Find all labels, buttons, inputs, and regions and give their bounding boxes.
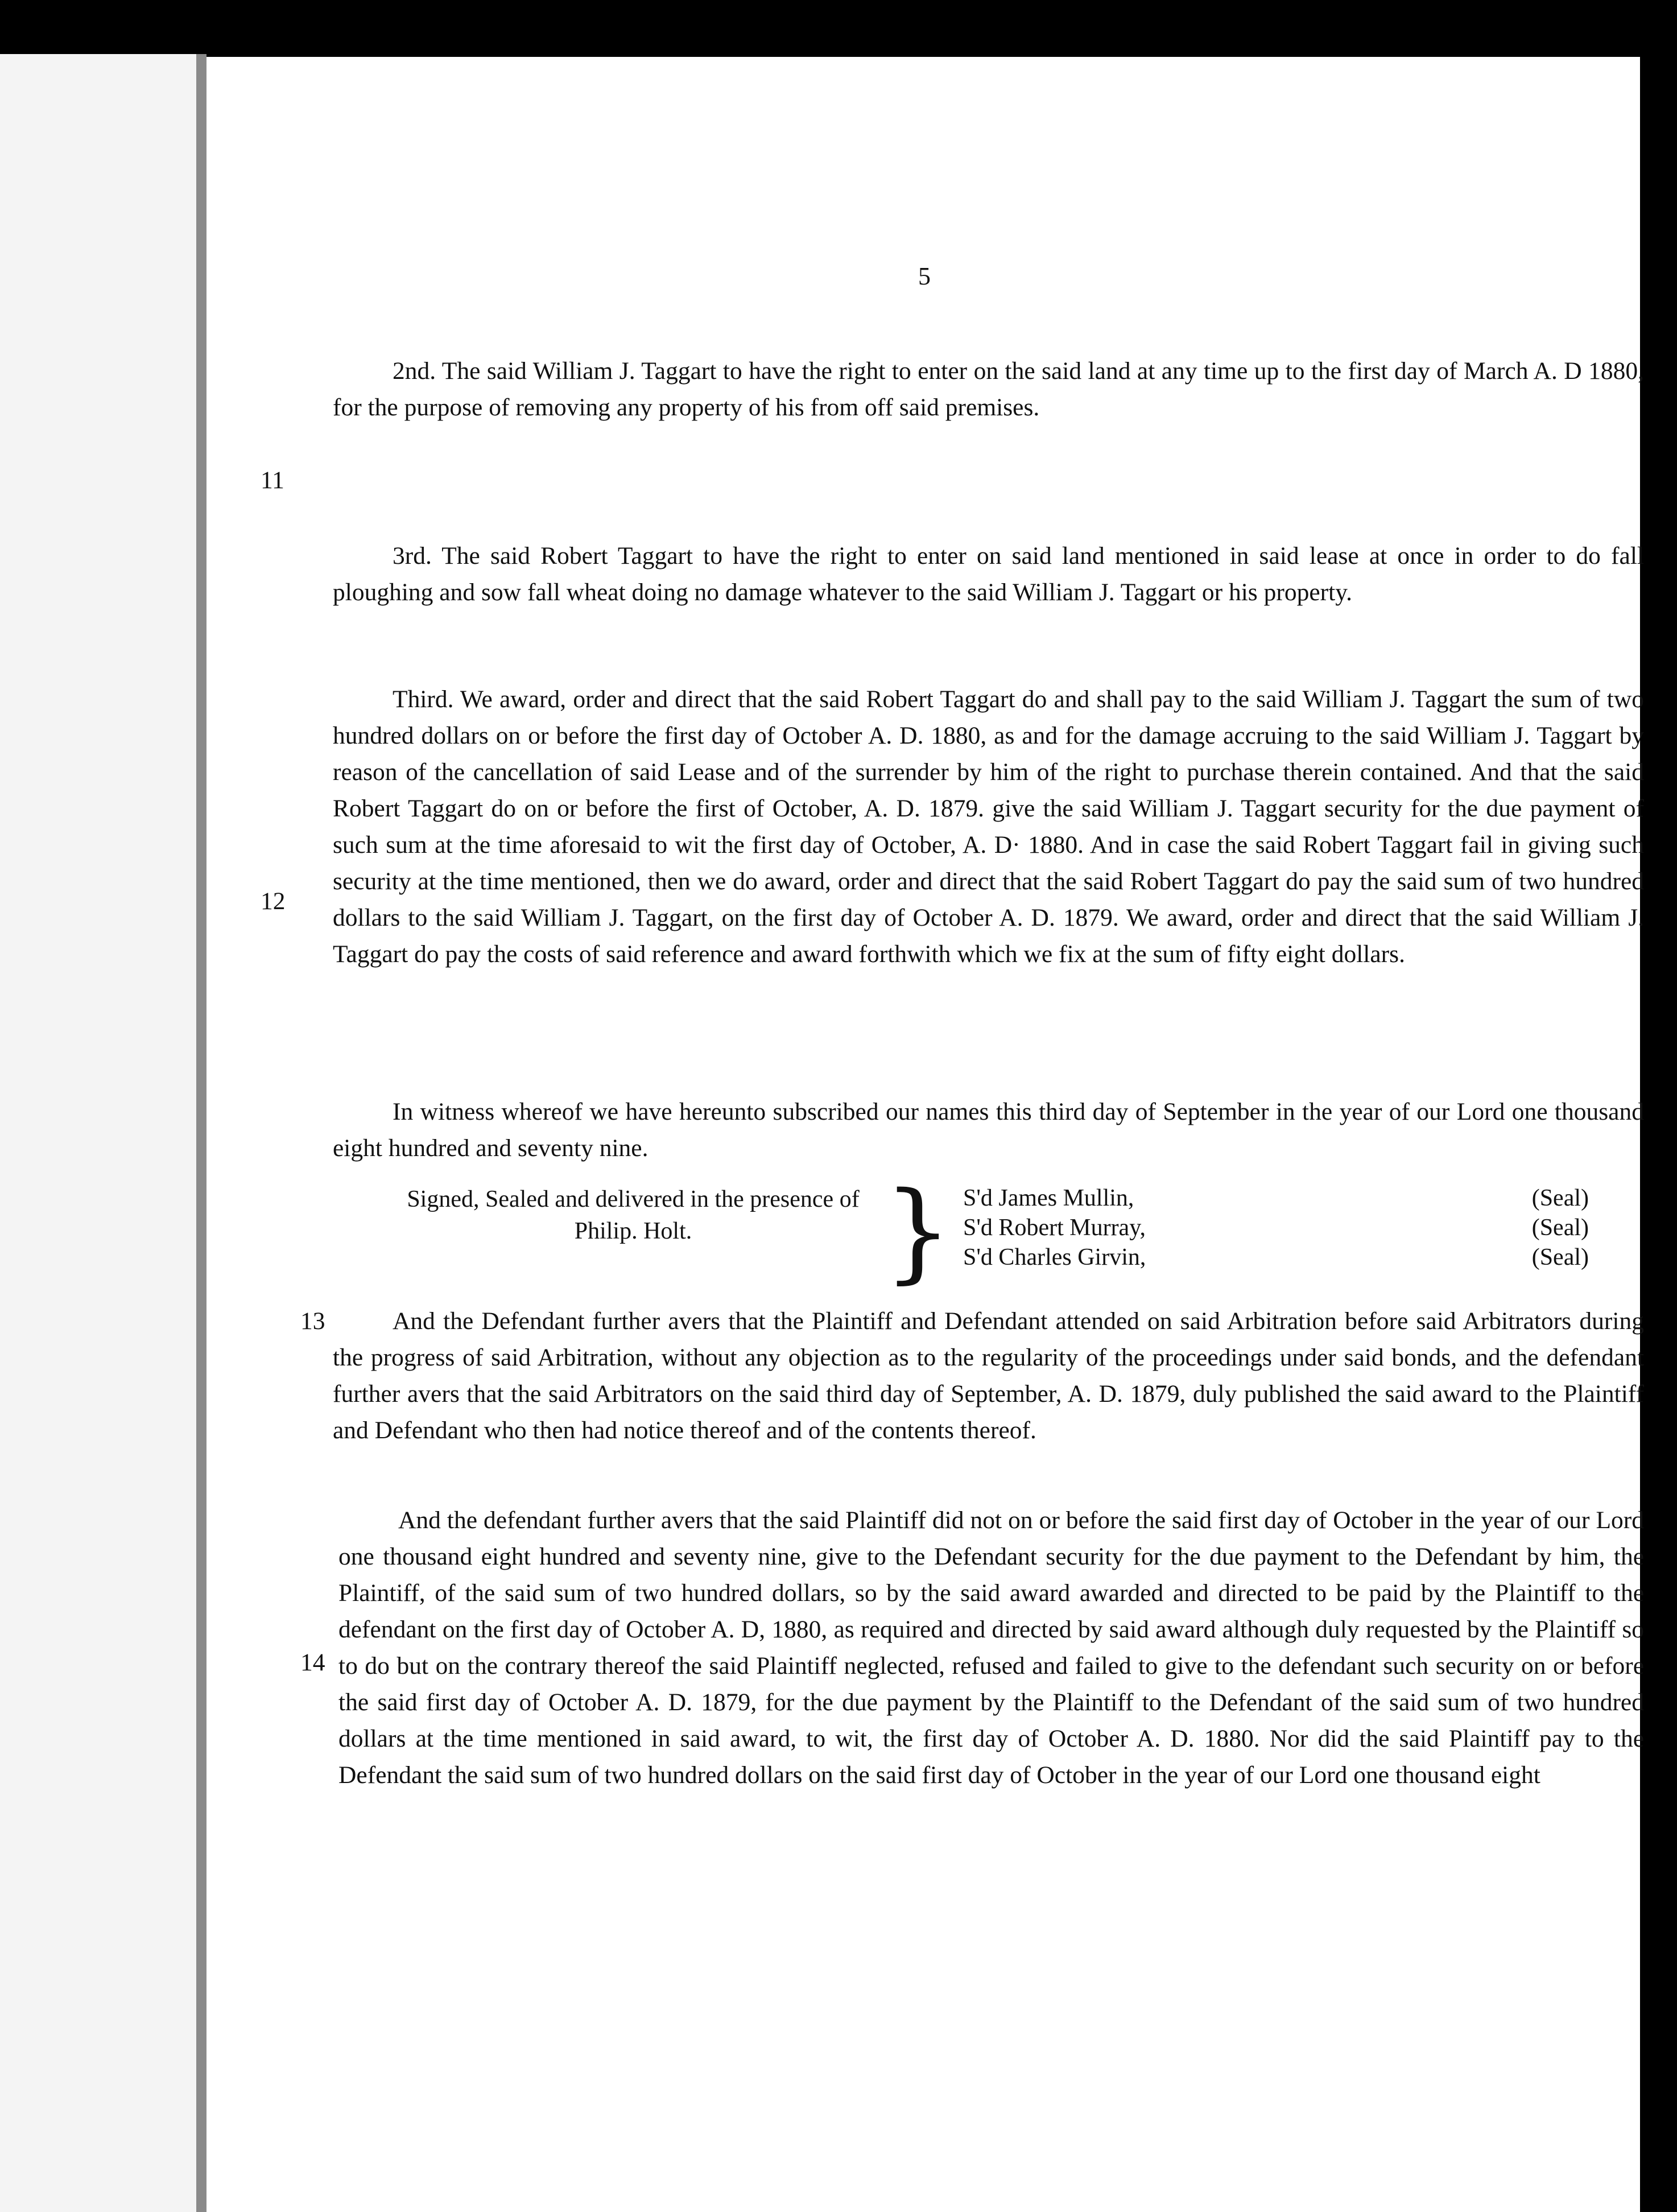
signer-name: S'd Robert Murray, (963, 1215, 1146, 1241)
margin-number-13: 13 (300, 1307, 325, 1335)
paragraph-third-clause: 3rd. The said Robert Taggart to have the right to enter on said land mentioned in said lease at once in order to do fall ploughing and sow fall wheat doing no damage whatever to the said William J. Taggart or his property. (333, 542, 1644, 606)
seal-mark: (Seal) (1531, 1185, 1589, 1211)
scan-border-right (1640, 57, 1677, 2212)
adjacent-page-strip (0, 54, 196, 2212)
signature-block (394, 1169, 1589, 1297)
signer-name: S'd Charles Girvin, (963, 1244, 1146, 1270)
paragraph-third-award: Third. We award, order and direct that the said Robert Taggart do and shall pay to the said William J. Taggart the sum of two hundred dollars on or before the first day of October A. D. 1880, as and for the damage accruing to the said William J. Taggart by reason of the cancellation of said Lease and of the surrender by him of the right to purchase therein contained. And that the said Robert Taggart do on or before the first of October, A. D. 1879. give the said William J. Taggart security for the due payment of such sum at the time aforesaid to wit the first day of October, A. D· 1880. And in case the said Robert Taggart fail in giving such security at the time mentioned, then we do award, order and direct that the said Robert Taggart do pay the said sum of two hundred dollars to the said William J. Taggart, on the first day of October A. D. 1879. We award, order and direct that the said William J. Taggart do pay the costs of said reference and award forthwith which we fix at the sum of fifty eight dollars. (333, 686, 1644, 968)
paragraph-second: 2nd. The said William J. Taggart to have the right to enter on the said land at any time up to the first day of March A. D 1880, for the purpose of removing any property of his from off said premises. (333, 357, 1644, 421)
brace-glyph: } (883, 1169, 952, 1294)
page-number: 5 (918, 262, 931, 290)
margin-number-11: 11 (261, 467, 284, 494)
signer-row (963, 1183, 1589, 1213)
margin-number-14: 14 (300, 1649, 325, 1676)
signer-name: S'd James Mullin, (963, 1185, 1134, 1211)
margin-number-12: 12 (261, 888, 286, 915)
attestation-text: Signed, Sealed and delivered in the presence of Philip. Holt. (407, 1186, 860, 1244)
document-page (206, 57, 1644, 2212)
paragraph-averment-13: And the Defendant further avers that the Plaintiff and Defendant attended on said Arbitration before said Arbitrators during the progress of said Arbitration, without any objection as to the regularity of the proceedings under said bonds, and the defendant further avers that the said Arbitrators on the said third day of September, A. D. 1879, duly published the said award to the Plaintiff and Defendant who then had notice thereof and of the contents thereof. (333, 1307, 1644, 1444)
signer-row (963, 1243, 1589, 1272)
paragraph-witness: In witness whereof we have hereunto subscribed our names this third day of September in the year of our Lord one thousand eight hundred and seventy nine. (333, 1098, 1644, 1162)
page-gutter-edge (196, 54, 206, 2212)
paragraph-averment-14: And the defendant further avers that the said Plaintiff did not on or before the said first day of October in the year of our Lord one thousand eight hundred and seventy nine, give to the Defendant security for the due payment to the Defendant by him, the Plaintiff, of the said sum of two hundred dollars, so by the said award awarded and directed to be paid by the Plaintiff to the defendant on the first day of October A. D, 1880, as required and directed by said award although duly requested by the Plaintiff so to do but on the contrary thereof the said Plaintiff neglected, refused and failed to give to the defendant such security on or before the said first day of October A. D. 1879, for the due payment by the Plaintiff to the Defendant of the said sum of two hundred dollars at the time mentioned in said award, to wit, the first day of October A. D. 1880. Nor did the said Plaintiff pay to the Defendant the said sum of two hundred dollars on the said first day of October in the year of our Lord one thousand eight (338, 1507, 1644, 1789)
seal-mark: (Seal) (1531, 1215, 1589, 1241)
signer-list (963, 1183, 1589, 1272)
seal-mark: (Seal) (1531, 1244, 1589, 1270)
signer-row (963, 1213, 1589, 1243)
